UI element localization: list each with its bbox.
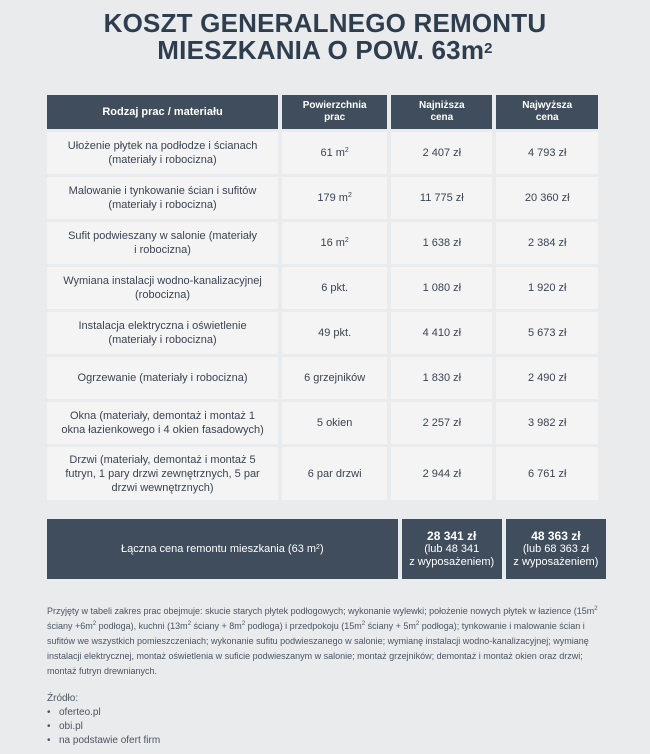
title-superscript: 2 [484, 40, 493, 57]
row-area [282, 312, 387, 354]
row-highest-price: 2 384 zł [496, 222, 598, 264]
row-work-type-line: Ogrzewanie (materiały i robocizna) [77, 372, 248, 384]
row-area-value: 6 par drzwi [307, 467, 362, 480]
total-lowest-alt: (lub 48 341 [424, 542, 480, 555]
row-work-type [47, 447, 278, 500]
row-work-type-line: Ułożenie płytek na podłodze i ścianach [67, 140, 258, 152]
row-highest-price: 5 673 zł [496, 312, 598, 354]
row-highest-price: 2 490 zł [496, 357, 598, 399]
note-text: podłoga); tynkowanie i malowanie ścian i sufitów we wszystkich pomieszczeniach; wykonanie sufitu podwieszanego w salonie; wymianę instalacji wodno-kanalizacyjnej; wymianę instalacji elektrycznej, montaż oświetlenia w suficie podwieszanym w salonie; montaż grzejników; demontaż i montaż okien oraz drzwi; montaż futryn drewnianych. [47, 621, 589, 676]
row-work-type [47, 267, 278, 309]
page-title [0, 10, 650, 64]
row-lowest-price: 1 830 zł [391, 357, 492, 399]
row-area-value: 61 m [320, 147, 345, 159]
total-label-sup: 2 [316, 543, 320, 551]
source-item: • oferteo.pl [47, 706, 347, 720]
row-lowest-price: 2 407 zł [391, 132, 492, 174]
row-work-type-line: Drzwi (materiały, demontaż i montaż 5 [69, 453, 256, 466]
row-work-type-line: (robocizna) [135, 289, 191, 301]
title-line-2-text: MIESZKANIA O POW. 63m [157, 35, 485, 65]
row-area-value: 6 grzejników [304, 372, 366, 384]
row-area-value: 5 okien [316, 417, 353, 429]
header-highest-price [496, 95, 598, 129]
row-area-sup: 2 [344, 237, 349, 244]
total-label [47, 519, 398, 579]
note-text: ściany +6m [47, 621, 93, 631]
row-lowest-price: 1 638 zł [391, 222, 492, 264]
total-lowest-price [402, 519, 502, 579]
header-area-line-2: prac [324, 112, 346, 123]
total-highest-alt: (lub 68 363 zł [522, 542, 589, 555]
note-sup: 2 [92, 621, 97, 627]
table-row [47, 402, 598, 444]
header-work-type [47, 95, 278, 129]
row-work-type [47, 132, 278, 174]
header-highest-line-2: cena [535, 112, 559, 123]
row-lowest-price: 2 257 zł [391, 402, 492, 444]
row-highest-price: 3 982 zł [496, 402, 598, 444]
row-area-value: 179 m [317, 192, 348, 204]
header-lowest-line-2: cena [430, 112, 454, 123]
row-work-type [47, 357, 278, 399]
row-work-type-line: (materiały i robocizna) [108, 154, 217, 166]
table-row [47, 222, 598, 264]
source-heading: Źródło: [47, 693, 79, 704]
row-area-value: 49 pkt. [318, 327, 352, 339]
row-lowest-price: 4 410 zł [391, 312, 492, 354]
title-line-1: KOSZT GENERALNEGO REMONTU [103, 8, 547, 38]
note-sup: 2 [187, 621, 192, 627]
row-work-type-line: Okna (materiały, demontaż i montaż 1 [70, 410, 256, 422]
row-highest-price: 1 920 zł [496, 267, 598, 309]
title-line-2 [0, 37, 650, 64]
row-lowest-price: 1 080 zł [391, 267, 492, 309]
row-area [282, 177, 387, 219]
table-row [47, 447, 598, 500]
note-sup: 2 [594, 606, 598, 612]
source-list [47, 706, 347, 748]
header-work-type-label: Rodzaj prac / materiału [102, 106, 223, 118]
total-highest-alt-note: z wyposażeniem) [513, 555, 599, 568]
row-highest-price: 4 793 zł [496, 132, 598, 174]
table-row [47, 357, 598, 399]
total-label-text: Łączna cena remontu mieszkania (63 m [121, 542, 317, 555]
row-work-type [47, 402, 278, 444]
row-area [282, 267, 387, 309]
row-area [282, 357, 387, 399]
row-area-sup: 2 [344, 147, 349, 154]
row-work-type-line: Instalacja elektryczna i oświetlenie [78, 320, 247, 332]
row-work-type-line: (materiały i robocizna) [108, 334, 217, 346]
row-highest-price: 6 761 zł [496, 447, 598, 500]
row-work-type-line: Wymiana instalacji wodno-kanalizacyjnej [63, 275, 262, 287]
header-highest-line-1: Najwyższa [522, 100, 573, 111]
row-work-type-line: futryn, 1 pary drzwi zewnętrznych, 5 par [65, 467, 260, 480]
table-row [47, 132, 598, 174]
row-work-type-line: i robocizna) [134, 244, 191, 256]
row-area [282, 447, 387, 500]
row-highest-price: 20 360 zł [496, 177, 598, 219]
row-lowest-price: 2 944 zł [391, 447, 492, 500]
total-lowest-value: 28 341 zł [427, 528, 477, 543]
row-work-type [47, 222, 278, 264]
header-lowest-line-1: Najniższa [419, 100, 465, 111]
total-label-end: ) [319, 542, 324, 555]
source-item: • obi.pl [47, 720, 347, 734]
row-work-type-line: Sufit podwieszany w salonie (materiały [68, 230, 257, 242]
row-area [282, 222, 387, 264]
row-lowest-price: 11 775 zł [391, 177, 492, 219]
table-row [47, 267, 598, 309]
note-text: Przyjęty w tabeli zakres prac obejmuje: skucie starych płytek podłogowych; wykonanie wylewki; położenie nowych płytek w łazience (15m [47, 606, 595, 616]
total-highest-price [506, 519, 606, 579]
row-area-value: 6 pkt. [321, 282, 349, 294]
row-area [282, 402, 387, 444]
header-lowest-price [391, 95, 492, 129]
row-work-type [47, 177, 278, 219]
note-text: podłoga), kuchni (13m [96, 621, 188, 631]
total-lowest-alt-note: z wyposażeniem) [409, 555, 495, 568]
source-item: • na podstawie ofert firm [47, 734, 347, 748]
row-area-sup: 2 [347, 192, 352, 199]
note-sup: 2 [415, 621, 420, 627]
table-header-row [47, 95, 598, 129]
note-text: podłoga) i przedpokoju (15m [245, 621, 362, 631]
total-highest-value: 48 363 zł [531, 528, 581, 543]
cost-table [43, 92, 602, 503]
row-work-type-line: okna łazienkowego i 4 okien fasadowych) [61, 424, 264, 436]
total-row [43, 519, 610, 579]
scope-note [47, 604, 607, 679]
row-work-type-line: drzwi wewnętrznych) [111, 481, 214, 494]
note-text: ściany + 5m [365, 621, 416, 631]
row-work-type [47, 312, 278, 354]
row-work-type-line: (materiały i robocizna) [108, 199, 217, 211]
note-sup: 2 [241, 621, 246, 627]
row-work-type-line: Malowanie i tynkowanie ścian i sufitów [68, 185, 257, 197]
table-row [47, 177, 598, 219]
header-area-line-1: Powierzchnia [302, 100, 367, 111]
note-sup: 2 [361, 621, 366, 627]
source-section [47, 692, 347, 748]
table-row [47, 312, 598, 354]
row-area [282, 132, 387, 174]
header-area [282, 95, 387, 129]
note-text: ściany + 8m [191, 621, 242, 631]
row-area-value: 16 m [320, 237, 345, 249]
